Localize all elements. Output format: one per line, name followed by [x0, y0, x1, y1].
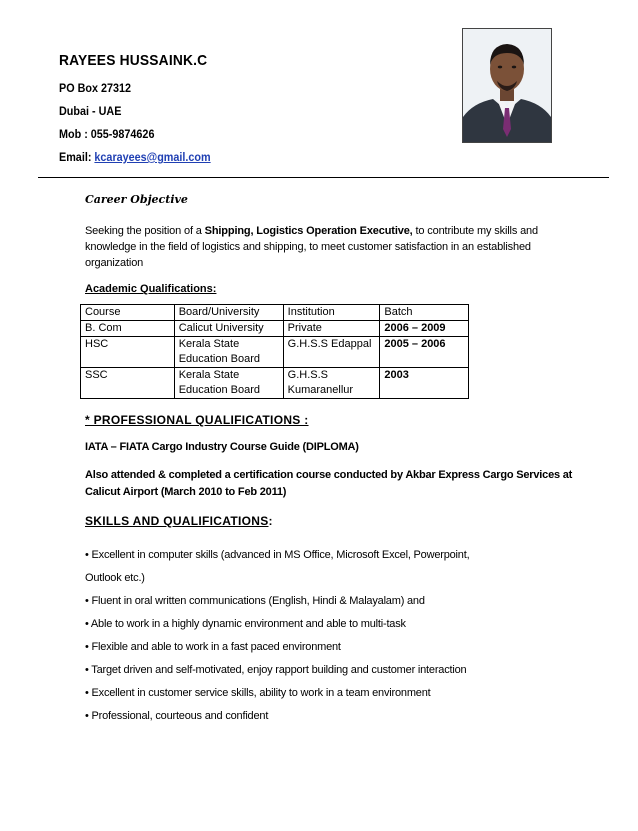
skills-list [85, 544, 585, 728]
list-item: • Excellent in customer service skills, ability to work in a team environment [85, 687, 431, 699]
table-cell: Calicut University [174, 321, 283, 337]
objective-text-start: Seeking the position of a [85, 225, 205, 237]
career-objective-heading: Career Objective [85, 193, 188, 206]
email-line [59, 150, 401, 164]
table-cell: 2005 – 2006 [380, 337, 469, 368]
resume-body [85, 193, 585, 728]
email-link[interactable]: kcarayees@gmail.com [94, 150, 211, 164]
column-header: Institution [283, 305, 380, 321]
city: Dubai - UAE [59, 104, 122, 118]
table-cell: Private [283, 321, 380, 337]
table-cell: B. Com [81, 321, 175, 337]
mobile-number: Mob : 055-9874626 [59, 127, 155, 141]
table-header-row [81, 305, 469, 321]
table-cell: SSC [81, 368, 175, 399]
list-item: • Able to work in a highly dynamic environment and able to multi-task [85, 618, 406, 630]
skills-heading-colon: : [268, 514, 273, 528]
table-cell: 2006 – 2009 [380, 321, 469, 337]
list-item: • Flexible and able to work in a fast paced environment [85, 641, 341, 653]
list-item: • Target driven and self-motivated, enjoy rapport building and customer interaction [85, 664, 467, 676]
table-cell: 2003 [380, 368, 469, 399]
email-label: Email: [59, 150, 92, 164]
contact-header [59, 52, 439, 173]
table-row [81, 368, 469, 399]
portrait-image [463, 29, 551, 142]
table-row [81, 337, 469, 368]
skills-heading [85, 514, 585, 528]
column-header: Batch [380, 305, 469, 321]
table-cell: G.H.S.S Edappal [283, 337, 380, 368]
table-row [81, 321, 469, 337]
career-objective-text [85, 223, 585, 271]
certification-course: Also attended & completed a certification course conducted by Akbar Express Cargo Services at Calicut Airport (March 2010 to Feb 2011) [85, 469, 573, 498]
objective-position: Shipping, Logistics Operation Executive, [204, 225, 413, 237]
table-cell: HSC [81, 337, 175, 368]
table-cell: Kerala State Education Board [174, 337, 283, 368]
professional-qualifications-heading: * PROFESSIONAL QUALIFICATIONS : [85, 413, 309, 427]
list-item: • Excellent in computer skills (advanced in MS Office, Microsoft Excel, Powerpoint, [85, 549, 470, 561]
objective-text-end: to contribute my skills and knowledge in the field of logistics and shipping, to meet customer satisfaction in an established organization [85, 225, 538, 269]
list-item: Outlook etc.) [85, 572, 145, 584]
column-header: Board/University [174, 305, 283, 321]
header-divider [38, 177, 609, 178]
table-cell: Kerala State Education Board [174, 368, 283, 399]
academic-table [80, 304, 469, 399]
academic-qualifications-heading: Academic Qualifications: [85, 283, 217, 295]
profile-photo [462, 28, 552, 143]
table-cell: G.H.S.S Kumaranellur [283, 368, 380, 399]
candidate-name: RAYEES HUSSAINK.C [59, 52, 208, 69]
skills-heading-text: SKILLS AND QUALIFICATIONS [85, 514, 269, 528]
iata-diploma: IATA – FIATA Cargo Industry Course Guide (DIPLOMA) [85, 441, 359, 453]
list-item: • Fluent in oral written communications (English, Hindi & Malayalam) and [85, 595, 425, 607]
po-box: PO Box 27312 [59, 81, 132, 95]
list-item: • Professional, courteous and confident [85, 710, 269, 722]
column-header: Course [81, 305, 175, 321]
